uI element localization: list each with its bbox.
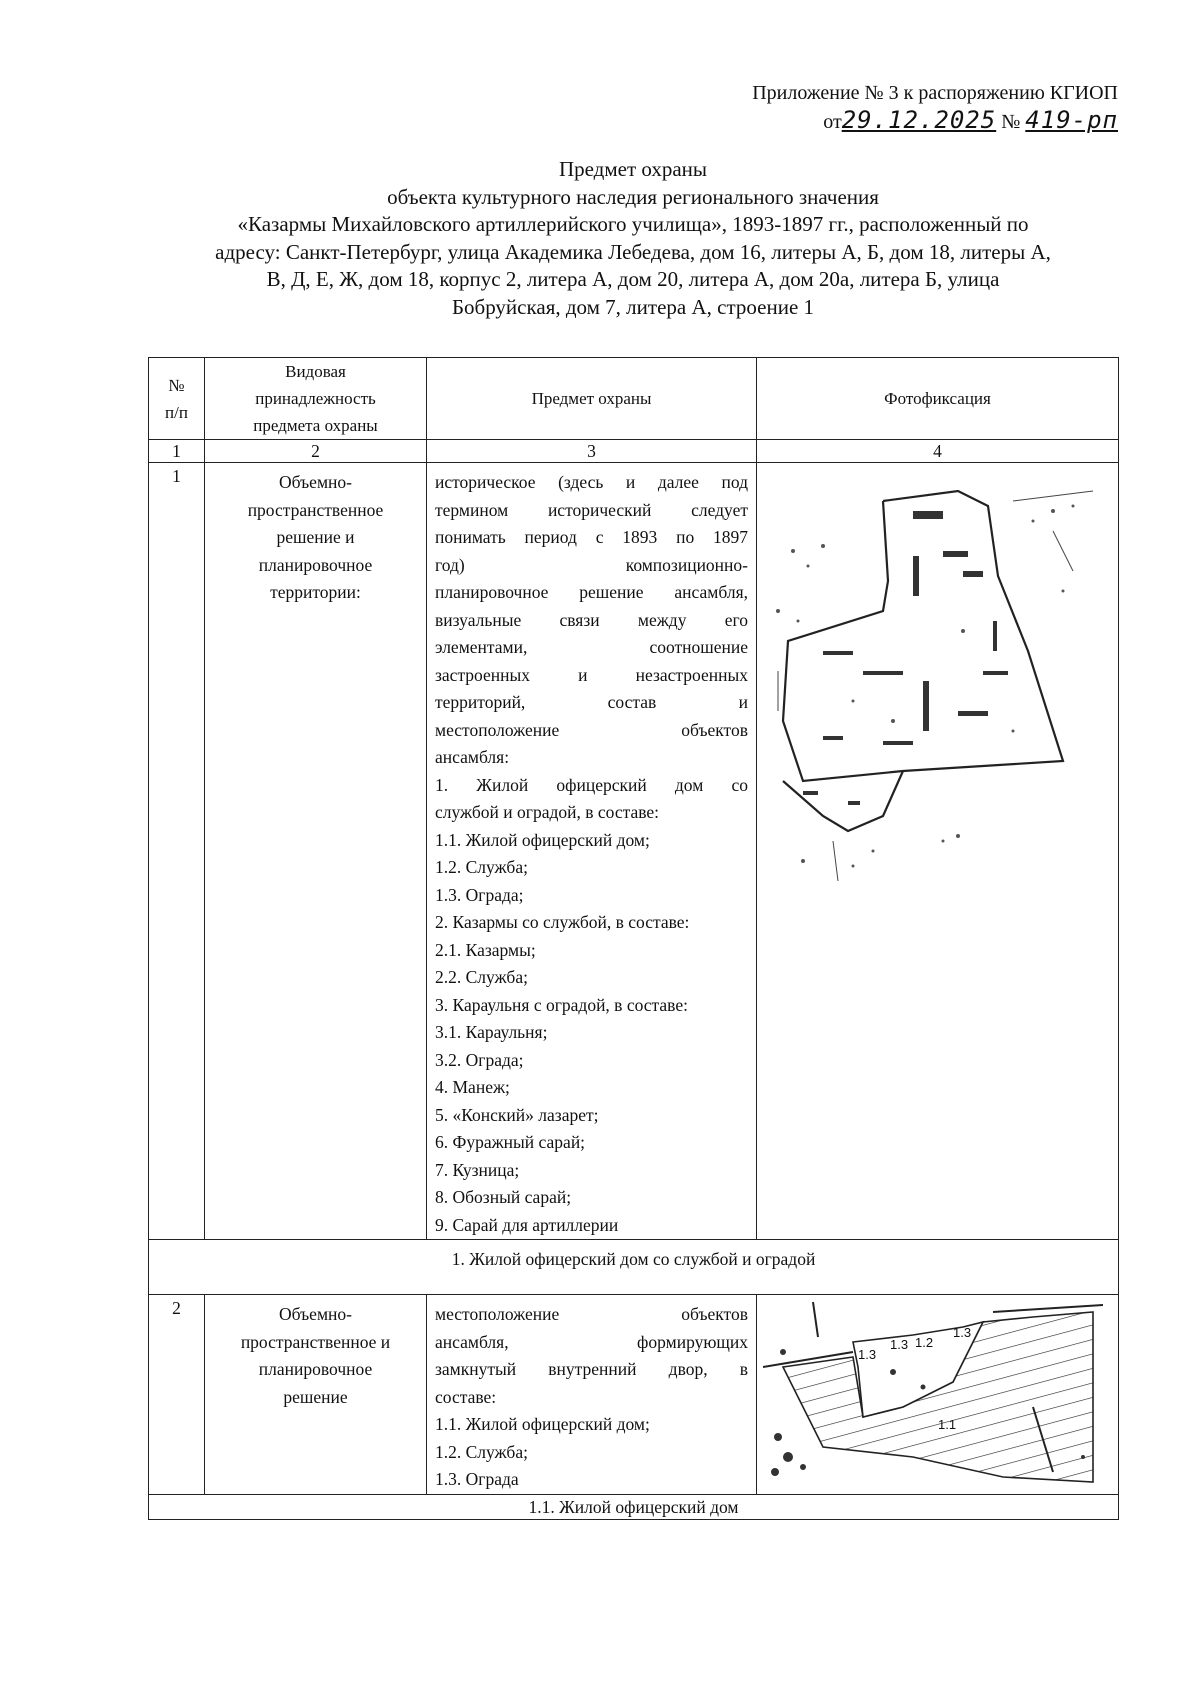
appendix-reference — [618, 80, 1118, 136]
order-number: 419-рп — [1025, 106, 1118, 134]
column-number: 2 — [205, 440, 427, 463]
subject-line: 1. Жилой офицерский дом со — [435, 774, 748, 795]
subject-line: службой и оградой, в составе: — [435, 802, 660, 822]
title-line: «Казармы Михайловского артиллерийского училища», 1893-1897 гг., расположенный по — [237, 212, 1029, 236]
subject-line: элементами, соотношение — [435, 637, 748, 657]
title-line: адресу: Санкт-Петербург, улица Академика Лебедева, дом 16, литеры А, Б, дом 18, литеры А, — [215, 239, 1051, 264]
plan-lines — [778, 491, 1093, 881]
list-item: 3. Караульня с оградой, в составе: — [435, 994, 688, 1015]
list-item: 8. Обозный сарай; — [435, 1187, 572, 1207]
header-kind-line: принадлежность — [255, 389, 376, 408]
ot-label: от — [823, 111, 842, 133]
list-item: 6. Фуражный сарай; — [435, 1132, 586, 1152]
kind-line: Объемно- — [279, 472, 352, 492]
list-item: 2.2. Служба; — [435, 967, 528, 987]
subject-line: местоположение объектов — [435, 719, 748, 740]
section-title: 1.1. Жилой офицерский дом — [149, 1494, 1119, 1519]
kind-line: решение — [283, 1386, 348, 1407]
list-item: 7. Кузница; — [435, 1159, 520, 1180]
header-photo: Фотофиксация — [757, 358, 1119, 440]
subject-line: ансамбля, формирующих — [435, 1331, 748, 1352]
map-label: 1.3 — [890, 1337, 909, 1352]
subject-cell — [427, 1295, 757, 1495]
kind-line: Объемно- — [279, 1304, 352, 1324]
document-title — [138, 156, 1128, 321]
column-number-row — [149, 440, 1119, 463]
header-number-abbr: п/п — [165, 402, 188, 422]
list-item: 2. Казармы со службой, в составе: — [435, 912, 690, 932]
row-number: 2 — [149, 1295, 205, 1495]
map-label: 1.3 — [953, 1325, 972, 1340]
list-item: 1.1. Жилой офицерский дом; — [435, 829, 650, 850]
section-header-row — [149, 1240, 1119, 1295]
order-date-number — [618, 107, 1118, 136]
subject-line: визуальные связи между его — [435, 609, 748, 630]
list-item: 1.3. Ограда; — [435, 884, 524, 905]
order-date: 29.12.2025 — [841, 106, 997, 134]
list-item: 2.1. Казармы; — [435, 939, 536, 960]
header-row — [149, 358, 1119, 440]
list-item: 3.1. Караульня; — [435, 1022, 548, 1042]
map-label: 1.1 — [938, 1417, 957, 1432]
kind-cell — [205, 1295, 427, 1495]
column-number: 3 — [427, 440, 757, 463]
photo-cell — [757, 463, 1119, 1240]
table-row — [149, 1295, 1119, 1495]
header-number-sign: № — [168, 375, 185, 395]
section-title: 1. Жилой офицерский дом со службой и оградой — [149, 1240, 1119, 1295]
subject-cell — [427, 463, 757, 1240]
header-subject: Предмет охраны — [427, 358, 757, 440]
subject-line: историческое (здесь и далее под — [435, 472, 748, 492]
title-line: Бобруйская, дом 7, литера А, строение 1 — [451, 294, 815, 319]
territory-boundary — [783, 491, 1063, 831]
list-item: 5. «Конский» лазарет; — [435, 1104, 599, 1125]
column-number: 4 — [757, 440, 1119, 463]
title-line: В, Д, Е, Ж, дом 18, корпус 2, литера А, дом 20, литера А, дом 20а, литера Б, улица — [266, 267, 1000, 291]
kind-cell — [205, 463, 427, 1240]
subject-line: понимать период с 1893 по 1897 — [435, 527, 748, 547]
table-row — [149, 463, 1119, 1240]
subject-line: ансамбля: — [435, 747, 510, 767]
object-plan-map — [763, 1297, 1103, 1487]
map-label: 1.3 — [858, 1347, 877, 1362]
map-label: 1.2 — [915, 1335, 934, 1350]
subject-line: замкнутый внутренний двор, в — [435, 1359, 748, 1379]
title-line: объекта культурного наследия регионального значения — [387, 184, 879, 209]
subject-line: составе: — [435, 1386, 497, 1407]
kind-line: планировочное — [258, 554, 373, 575]
list-item: 1.1. Жилой офицерский дом; — [435, 1414, 650, 1434]
subject-line: местоположение объектов — [435, 1304, 748, 1324]
list-item: 1.3. Ограда — [435, 1469, 519, 1489]
protection-subject-table — [148, 357, 1119, 1520]
header-kind — [205, 358, 427, 440]
subject-line: год) композиционно- — [435, 554, 748, 575]
kind-line: территории: — [270, 582, 361, 602]
row-number: 1 — [149, 463, 205, 1240]
site-plan-map — [763, 471, 1103, 901]
kind-line: пространственное и — [240, 1331, 391, 1352]
section-header-row — [149, 1494, 1119, 1519]
list-item: 1.2. Служба; — [435, 1441, 528, 1462]
list-item: 1.2. Служба; — [435, 857, 528, 877]
photo-cell — [757, 1295, 1119, 1495]
subject-line: застроенных и незастроенных — [435, 664, 748, 685]
building-marks — [803, 511, 1008, 805]
header-kind-line: предмета охраны — [253, 416, 378, 435]
kind-line: планировочное — [258, 1359, 373, 1379]
subject-line: планировочное решение ансамбля, — [435, 582, 748, 602]
hatched-area — [783, 1312, 1093, 1482]
appendix-line: Приложение № 3 к распоряжению КГИОП — [752, 82, 1118, 104]
column-number: 1 — [149, 440, 205, 463]
subject-line: территорий, состав и — [435, 692, 748, 712]
title-line: Предмет охраны — [558, 157, 708, 181]
list-item: 3.2. Ограда; — [435, 1049, 524, 1070]
subject-line: термином исторический следует — [435, 499, 748, 520]
header-kind-line: Видовая — [285, 362, 346, 381]
list-item: 4. Манеж; — [435, 1077, 510, 1097]
kind-line: решение и — [276, 527, 355, 547]
header-number — [149, 358, 205, 440]
list-item: 9. Сарай для артиллерии — [435, 1214, 619, 1235]
kind-line: пространственное — [247, 499, 384, 520]
number-label: № — [1001, 111, 1021, 133]
